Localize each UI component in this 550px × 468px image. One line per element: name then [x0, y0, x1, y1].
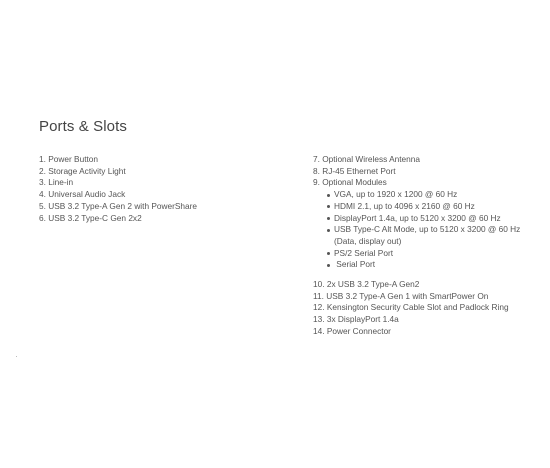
- list-item: 12. Kensington Security Cable Slot and Padlock Ring: [313, 302, 509, 313]
- list-item: 9. Optional Modules: [313, 177, 387, 188]
- optional-modules-list: [313, 189, 543, 271]
- section-title: Ports & Slots: [39, 118, 127, 135]
- module-item: USB Type-C Alt Mode, up to 5120 x 3200 @ 60 Hz (Data, display out): [327, 224, 543, 247]
- list-item: 6. USB 3.2 Type-C Gen 2x2: [39, 212, 142, 223]
- module-item: Serial Port: [327, 259, 543, 271]
- decorative-dot: [16, 356, 17, 357]
- list-item: 5. USB 3.2 Type-A Gen 2 with PowerShare: [39, 200, 198, 211]
- list-item: 7. Optional Wireless Antenna: [313, 154, 420, 164]
- list-item: 3. Line-in: [39, 177, 74, 188]
- list-item: 2. Storage Activity Light: [39, 165, 126, 176]
- list-item: 4. Universal Audio Jack: [39, 189, 126, 200]
- module-item: HDMI 2.1, up to 4096 x 2160 @ 60 Hz: [327, 201, 543, 213]
- module-item: PS/2 Serial Port: [327, 248, 543, 260]
- list-item: 11. USB 3.2 Type-A Gen 1 with SmartPower On: [313, 290, 489, 301]
- list-item: 13. 3x DisplayPort 1.4a: [313, 314, 399, 325]
- list-item: 14. Power Connector: [313, 325, 391, 336]
- module-item: VGA, up to 1920 x 1200 @ 60 Hz: [327, 189, 543, 201]
- ports-list-left: [39, 154, 279, 224]
- list-item: 1. Power Button: [39, 154, 99, 164]
- spacer: [313, 271, 543, 279]
- ports-list-right: [313, 154, 543, 338]
- module-item: DisplayPort 1.4a, up to 5120 x 3200 @ 60 Hz: [327, 213, 543, 225]
- list-item: 10. 2x USB 3.2 Type-A Gen2: [313, 279, 420, 290]
- list-item: 8. RJ-45 Ethernet Port: [313, 165, 396, 176]
